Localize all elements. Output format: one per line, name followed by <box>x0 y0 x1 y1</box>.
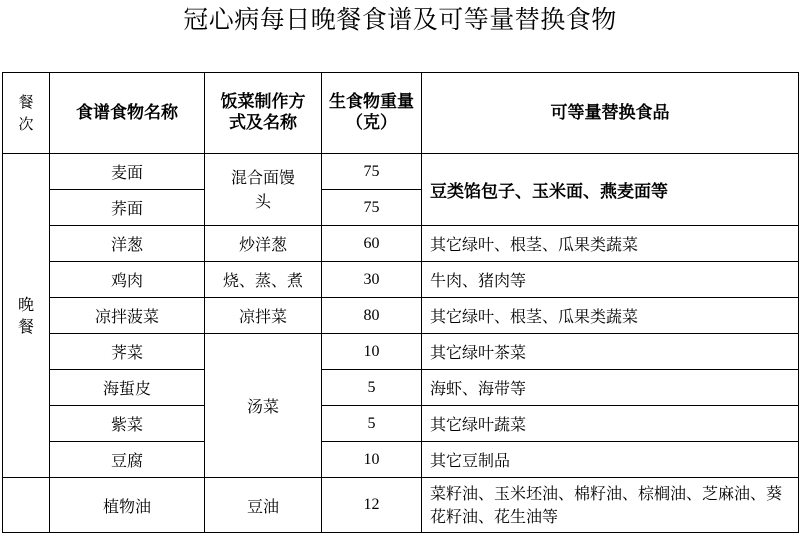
weight-value: 80 <box>322 298 422 334</box>
weight-value: 10 <box>322 442 422 478</box>
replace-cell: 豆类馅包子、玉米面、燕麦面等 <box>422 154 799 226</box>
food-name: 荠菜 <box>50 334 205 370</box>
food-name: 麦面 <box>50 154 205 190</box>
header-weight <box>322 73 422 154</box>
replace-cell: 海虾、海带等 <box>422 370 799 406</box>
food-name: 紫菜 <box>50 406 205 442</box>
table-row <box>3 262 799 298</box>
method-cell: 豆油 <box>205 478 322 533</box>
method-cell <box>205 154 322 226</box>
method-cell: 凉拌菜 <box>205 298 322 334</box>
header-recipe: 食谱食物名称 <box>50 73 205 154</box>
table-row <box>3 478 799 533</box>
table-row <box>3 154 799 190</box>
replace-cell: 其它豆制品 <box>422 442 799 478</box>
table-row <box>3 334 799 370</box>
table-row <box>3 298 799 334</box>
weight-value: 60 <box>322 226 422 262</box>
weight-value: 12 <box>322 478 422 533</box>
weight-value: 75 <box>322 190 422 226</box>
food-name: 荞面 <box>50 190 205 226</box>
dinner-menu-table <box>2 72 799 533</box>
meal-label: 晚餐 <box>18 294 35 336</box>
replace-cell: 其它绿叶、根茎、瓜果类蔬菜 <box>422 298 799 334</box>
meal-cell-dinner <box>3 154 50 478</box>
table-header-row <box>3 73 799 154</box>
food-name: 植物油 <box>50 478 205 533</box>
weight-value: 30 <box>322 262 422 298</box>
header-meal <box>3 73 50 154</box>
table-row <box>3 370 799 406</box>
food-name: 豆腐 <box>50 442 205 478</box>
weight-value: 75 <box>322 154 422 190</box>
header-weight-label: 生食物重量（克） <box>329 92 414 133</box>
method-cell: 烧、蒸、煮 <box>205 262 322 298</box>
header-replace: 可等量替换食品 <box>422 73 799 154</box>
food-name: 凉拌菠菜 <box>50 298 205 334</box>
table-row <box>3 442 799 478</box>
header-method-label: 饭菜制作方式及名称 <box>220 92 306 133</box>
weight-value: 10 <box>322 334 422 370</box>
replace-cell <box>422 478 799 533</box>
method-label: 混合面馒头 <box>230 167 295 211</box>
replace-cell: 牛肉、猪肉等 <box>422 262 799 298</box>
replace-text: 菜籽油、玉米坯油、棉籽油、棕榈油、芝麻油、葵花籽油、花生油等 <box>430 484 783 526</box>
food-name: 海蜇皮 <box>50 370 205 406</box>
weight-value: 5 <box>322 406 422 442</box>
method-cell: 炒洋葱 <box>205 226 322 262</box>
weight-value: 5 <box>322 370 422 406</box>
meal-cell-empty <box>3 478 50 533</box>
page-title: 冠心病每日晚餐食谱及可等量替换食物 <box>183 5 617 34</box>
replace-cell: 其它绿叶、根茎、瓜果类蔬菜 <box>422 226 799 262</box>
replace-cell: 其它绿叶蔬菜 <box>422 406 799 442</box>
method-cell: 汤菜 <box>205 334 322 478</box>
food-name: 鸡肉 <box>50 262 205 298</box>
header-meal-label: 餐次 <box>18 93 34 133</box>
header-method <box>205 73 322 154</box>
replace-cell: 其它绿叶茶菜 <box>422 334 799 370</box>
food-name: 洋葱 <box>50 226 205 262</box>
table-row <box>3 406 799 442</box>
table-row <box>3 226 799 262</box>
